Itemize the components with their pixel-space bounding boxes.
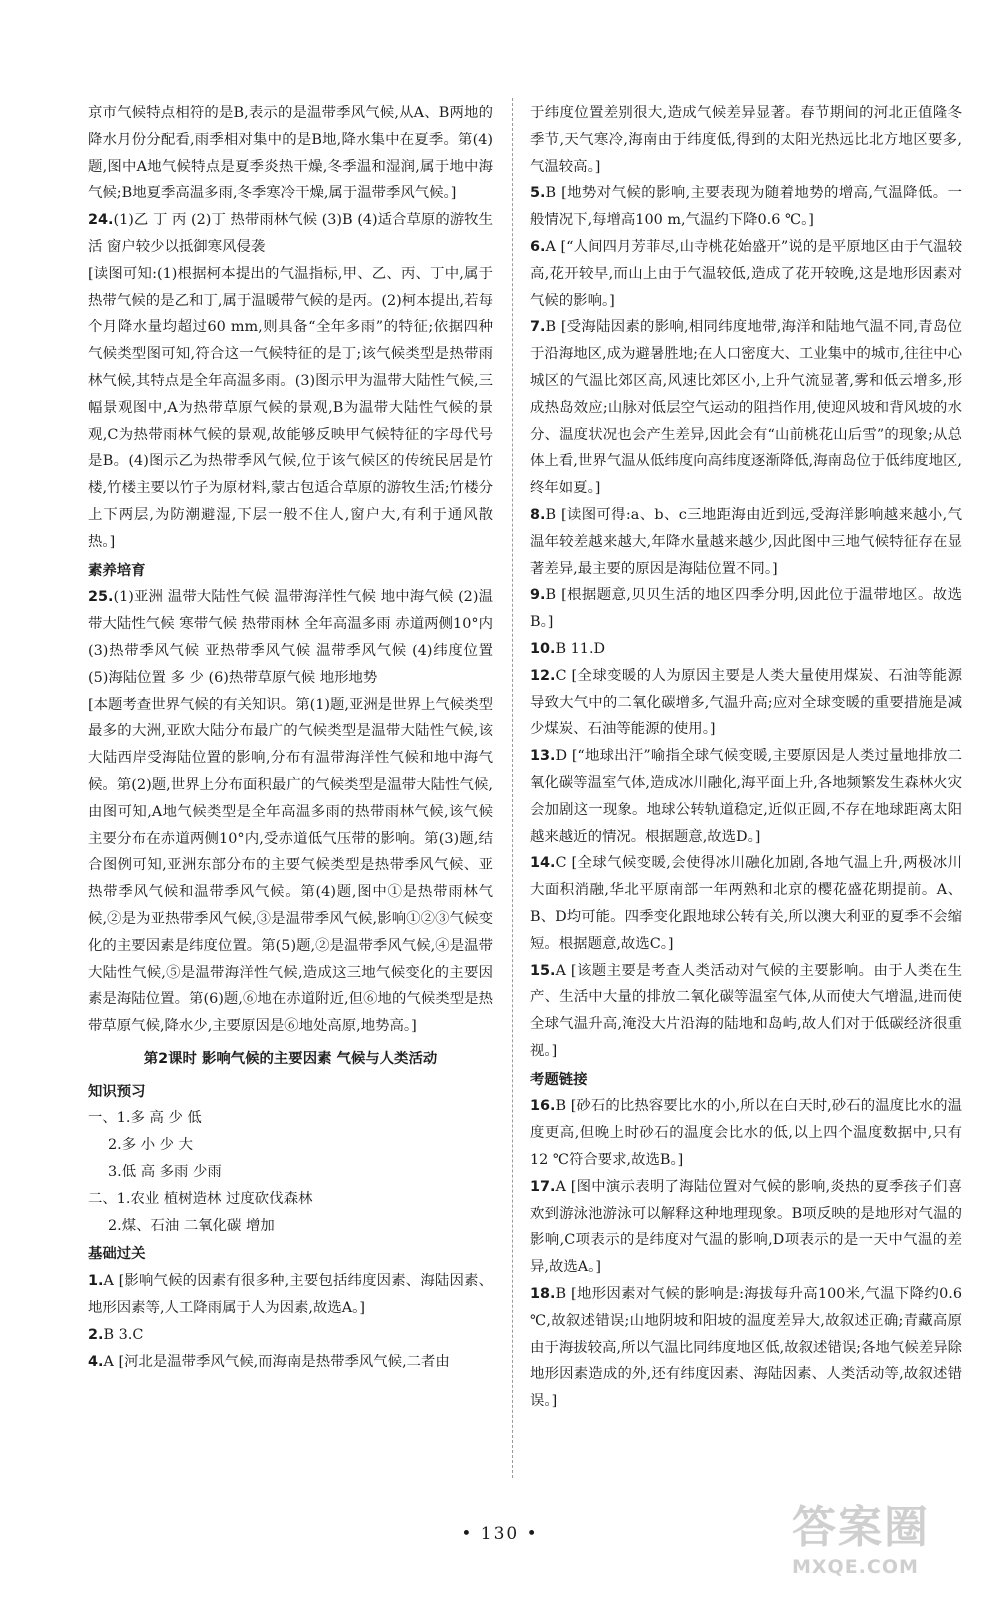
numbered-answer [530, 502, 962, 582]
answer-text: B [地形因素对气候的影响是:海拔每升高100米,气温下降约0.6 ℃,故叙述错误;山地阴坡和阳坡的温度差异大,故叙述正确;青藏高原由于海拔较高,所以气温比同纬度地区低,故叙述错误;各地气候差异除地形因素造成的外,还有纬度因素、海陆因素、人类活动等,故叙述错误。] [530, 1286, 962, 1410]
answer-text: D [“地球出汗”喻指全球气候变暖,主要原因是人类过量地排放二氧化碳等温室气体,造成冰川融化,海平面上升,各地频繁发生森林火灾会加剧这一现象。地球公转轨道稳定,近似正圆,不存在地球距离太阳越来越近的情况。根据题意,故选D。] [530, 748, 962, 845]
answer-text: (1)亚洲 温带大陆性气候 温带海洋性气候 地中海气候 (2)温带大陆性气候 寒带气候 热带雨林 全年高温多雨 赤道两侧10°内 (3)热带季风气候 亚热带季风气候 温带季风气候 (4)纬度位置 (5)海陆位置 多 少 (6)热带草原气候 地形地势 [88, 589, 493, 686]
answer-text: B [受海陆因素的影响,相同纬度地带,海洋和陆地气温不同,青岛位于沿海地区,成为避暑胜地;在人口密度大、工业集中的城市,往往中心城区的气温比郊区高,风速比郊区小,上升气流显著,雾和低云增多,形成热岛效应;山脉对低层空气运动的阻挡作用,使迎风坡和背风坡的水分、温度状况也会产生差异,因此会有“山前桃花山后雪”的现象;从总体上看,世界气温从低纬度向高纬度逐渐降低,海南岛位于低纬度地区,终年如夏。] [530, 319, 962, 497]
numbered-answer [88, 1349, 493, 1376]
question-number: 4. [88, 1353, 104, 1370]
question-number: 16. [530, 1098, 556, 1115]
numbered-answer [88, 1322, 493, 1349]
question-number: 14. [530, 855, 556, 872]
question-number: 7. [530, 319, 546, 336]
page-number: • 130 • [461, 1524, 539, 1544]
watermark-logo-mark: 答案圈 [792, 1502, 930, 1553]
numbered-answer [88, 584, 493, 691]
numbered-answer [530, 1281, 962, 1415]
answer-text: 于纬度位置差别很大,造成气候差异显著。春节期间的河北正值隆冬季节,天气寒冷,海南由于纬度低,得到的太阳光热远比北方地区要多,气温较高。] [530, 105, 962, 175]
numbered-answer [530, 663, 962, 743]
answer-text: B [根据题意,贝贝生活的地区四季分明,因此位于温带地区。故选B。] [530, 587, 962, 631]
numbered-answer [530, 850, 962, 957]
question-number: 24. [88, 212, 114, 229]
question-number: 18. [530, 1286, 556, 1303]
question-number: 15. [530, 962, 556, 979]
answer-line: 二、1.农业 植树造林 过度砍伐森林 [88, 1190, 313, 1207]
question-number: 9. [530, 587, 546, 604]
question-number: 5. [530, 185, 546, 202]
question-number: 6. [530, 238, 546, 255]
numbered-answer [530, 582, 962, 636]
explanation-paragraph [88, 261, 493, 556]
answer-text: B 11.D [555, 640, 606, 657]
numbered-answer [88, 1268, 493, 1322]
section-heading: 知识预习 [88, 1083, 146, 1100]
question-number: 1. [88, 1273, 104, 1290]
numbered-answer [530, 1174, 962, 1281]
numbered-answer [530, 234, 962, 314]
section-heading: 素养培育 [88, 562, 146, 579]
numbered-answer [530, 743, 962, 850]
question-number: 25. [88, 589, 114, 606]
explanation-paragraph [530, 100, 962, 180]
numbered-answer [530, 636, 962, 663]
numbered-answer [530, 180, 962, 234]
answer-text: B [地势对气候的影响,主要表现为随着地势的增高,气温降低。一般情况下,每增高100 m,气温约下降0.6 ℃。] [530, 185, 962, 229]
answer-text: B [砂石的比热容要比水的小,所以在白天时,砂石的温度比水的温度更高,但晚上时砂石的温度会比水的低,以上四个温度数据中,只有12 ℃符合要求,故选B。] [530, 1098, 962, 1169]
question-number: 2. [88, 1326, 104, 1343]
answer-text: [读图可知:(1)根据柯本提出的气温指标,甲、乙、丙、丁中,属于热带气候的是乙和丁,属于温暖带气候的是丙。(2)柯本提出,若每个月降水量均超过60 mm,则具备“全年多雨”的特征;依据四种气候类型图可知,符合这一气候特征的是丁;该气候类型是热带雨林气候,其特点是全年高温多雨。(3)图示甲为温带大陆性气候,三幅景观图中,A为热带草原气候的景观,B为温带大陆性气候的景观,C为热带雨林气候的景观,故能够反映甲气候特征的字母代号是B。(4)图示乙为热带季风气候,位于该气候区的传统民居是竹楼,竹楼主要以竹子为原材料,蒙古包适合草原的游牧生活;竹楼分上下两层,为防潮避湿,下层一般不住人,窗户大,有利于通风散热。] [88, 265, 493, 550]
question-number: 8. [530, 506, 546, 523]
answer-text: 京市气候特点相符的是B,表示的是温带季风气候,从A、B两地的降水月份分配看,雨季相对集中的是B地,降水集中在夏季。第(4)题,图中A地气候特点是夏季炎热干燥,冬季温和湿润,属于地中海气候;B地夏季高温多雨,冬季寒冷干燥,属于温带季风气候。] [88, 105, 493, 202]
answer-text: B [读图可得:a、b、c三地距海由近到远,受海洋影响越来越小,气温年较差越来越大,年降水量越来越少,因此图中三地气候特征存在显著差异,最主要的原因是海陆位置不同。] [530, 506, 962, 577]
answer-line: 2.多 小 少 大 [108, 1137, 194, 1154]
answer-text: A [“人间四月芳菲尽,山寺桃花始盛开”说的是平原地区由于气温较高,花开较早,而山上由于气温较低,造成了花开较晚,这是地形因素对气候的影响。] [530, 238, 962, 309]
answer-text: A [影响气候的因素有很多种,主要包括纬度因素、海陆因素、地形因素等,人工降雨属于人为因素,故选A。] [88, 1273, 493, 1317]
column-divider [512, 98, 513, 1478]
right-column [530, 100, 962, 1415]
answer-text: C [全球变暖的人为原因主要是人类大量使用煤炭、石油等能源导致大气中的二氧化碳增多,气温升高;应对全球变暖的重要措施是减少煤炭、石油等能源的使用。] [530, 667, 962, 738]
answer-text: A [该题主要是考查人类活动对气候的主要影响。由于人类在生产、生活中大量的排放二氧化碳等温室气体,从而使大气增温,进而使全球气温升高,淹没大片沿海的陆地和岛屿,故人们对于低碳经济很重视。] [530, 962, 962, 1059]
answer-text: B 3.C [103, 1326, 144, 1343]
watermark-logo [792, 1500, 987, 1595]
lesson-title: 第2课时 影响气候的主要因素 气候与人类活动 [143, 1050, 438, 1067]
explanation-paragraph [88, 100, 493, 207]
answer-text: A [图中演示表明了海陆位置对气候的影响,炎热的夏季孩子们喜欢到游泳池游泳可以解释这种地理现象。B项反映的是地形对气温的影响,C项表示的是纬度对气温的影响,D项表示的是一天中气温的差异,故选A。] [530, 1178, 962, 1276]
answer-text: [本题考查世界气候的有关知识。第(1)题,亚洲是世界上气候类型最多的大洲,亚欧大陆分布最广的气候类型是温带大陆性气候,该大陆西岸受海陆位置的影响,分布有温带海洋性气候和地中海气候。第(2)题,世界上分布面积最广的气候类型是温带大陆性气候,由图可知,A地气候类型是全年高温多雨的热带雨林气候,该气候主要分布在赤道两侧10°内,受赤道低气压带的影响。第(3)题,结合图例可知,亚洲东部分布的主要气候类型是热带季风气候、亚热带季风气候和温带季风气候。第(4)题,图中①是热带雨林气候,②是为亚热带季风气候,③是温带季风气候,影响①②③气候变化的主要因素是纬度位置。第(5)题,②是温带季风气候,④是温带大陆性气候,⑤是温带海洋性气候,造成这三地气候变化的主要因素是海陆位置。第(6)题,⑥地在赤道附近,但⑥地的气候类型是热带草原气候,降水少,主要原因是⑥地处高原,地势高。] [88, 696, 493, 1035]
question-number: 10. [530, 640, 556, 657]
watermark-url: MXQE.COM [792, 1556, 919, 1578]
question-number: 13. [530, 748, 556, 765]
answer-line: 2.煤、石油 二氧化碳 增加 [108, 1217, 275, 1234]
numbered-answer [530, 958, 962, 1065]
numbered-answer [530, 1093, 962, 1173]
section-heading: 基础过关 [88, 1246, 146, 1263]
answer-line: 一、1.多 高 少 低 [88, 1110, 202, 1127]
answer-text: (1)乙 丁 丙 (2)丁 热带雨林气候 (3)B (4)适合草原的游牧生活 窗户较少以抵御寒风侵袭 [88, 212, 493, 255]
question-number: 12. [530, 667, 556, 684]
section-heading: 考题链接 [530, 1071, 588, 1088]
numbered-answer [530, 314, 962, 502]
left-column [88, 100, 493, 1375]
numbered-answer [88, 207, 493, 261]
answer-line: 3.低 高 多雨 少雨 [108, 1164, 222, 1181]
answer-text: A [河北是温带季风气候,而海南是热带季风气候,二者由 [103, 1353, 450, 1370]
answer-text: C [全球气候变暖,会使得冰川融化加剧,各地气温上升,两极冰川大面积消融,华北平原南部一年两熟和北京的樱花盛花期提前。A、B、D均可能。四季变化跟地球公转有关,所以澳大利亚的夏季不会缩短。根据题意,故选C。] [530, 855, 962, 952]
question-number: 17. [530, 1178, 556, 1195]
explanation-paragraph [88, 692, 493, 1040]
